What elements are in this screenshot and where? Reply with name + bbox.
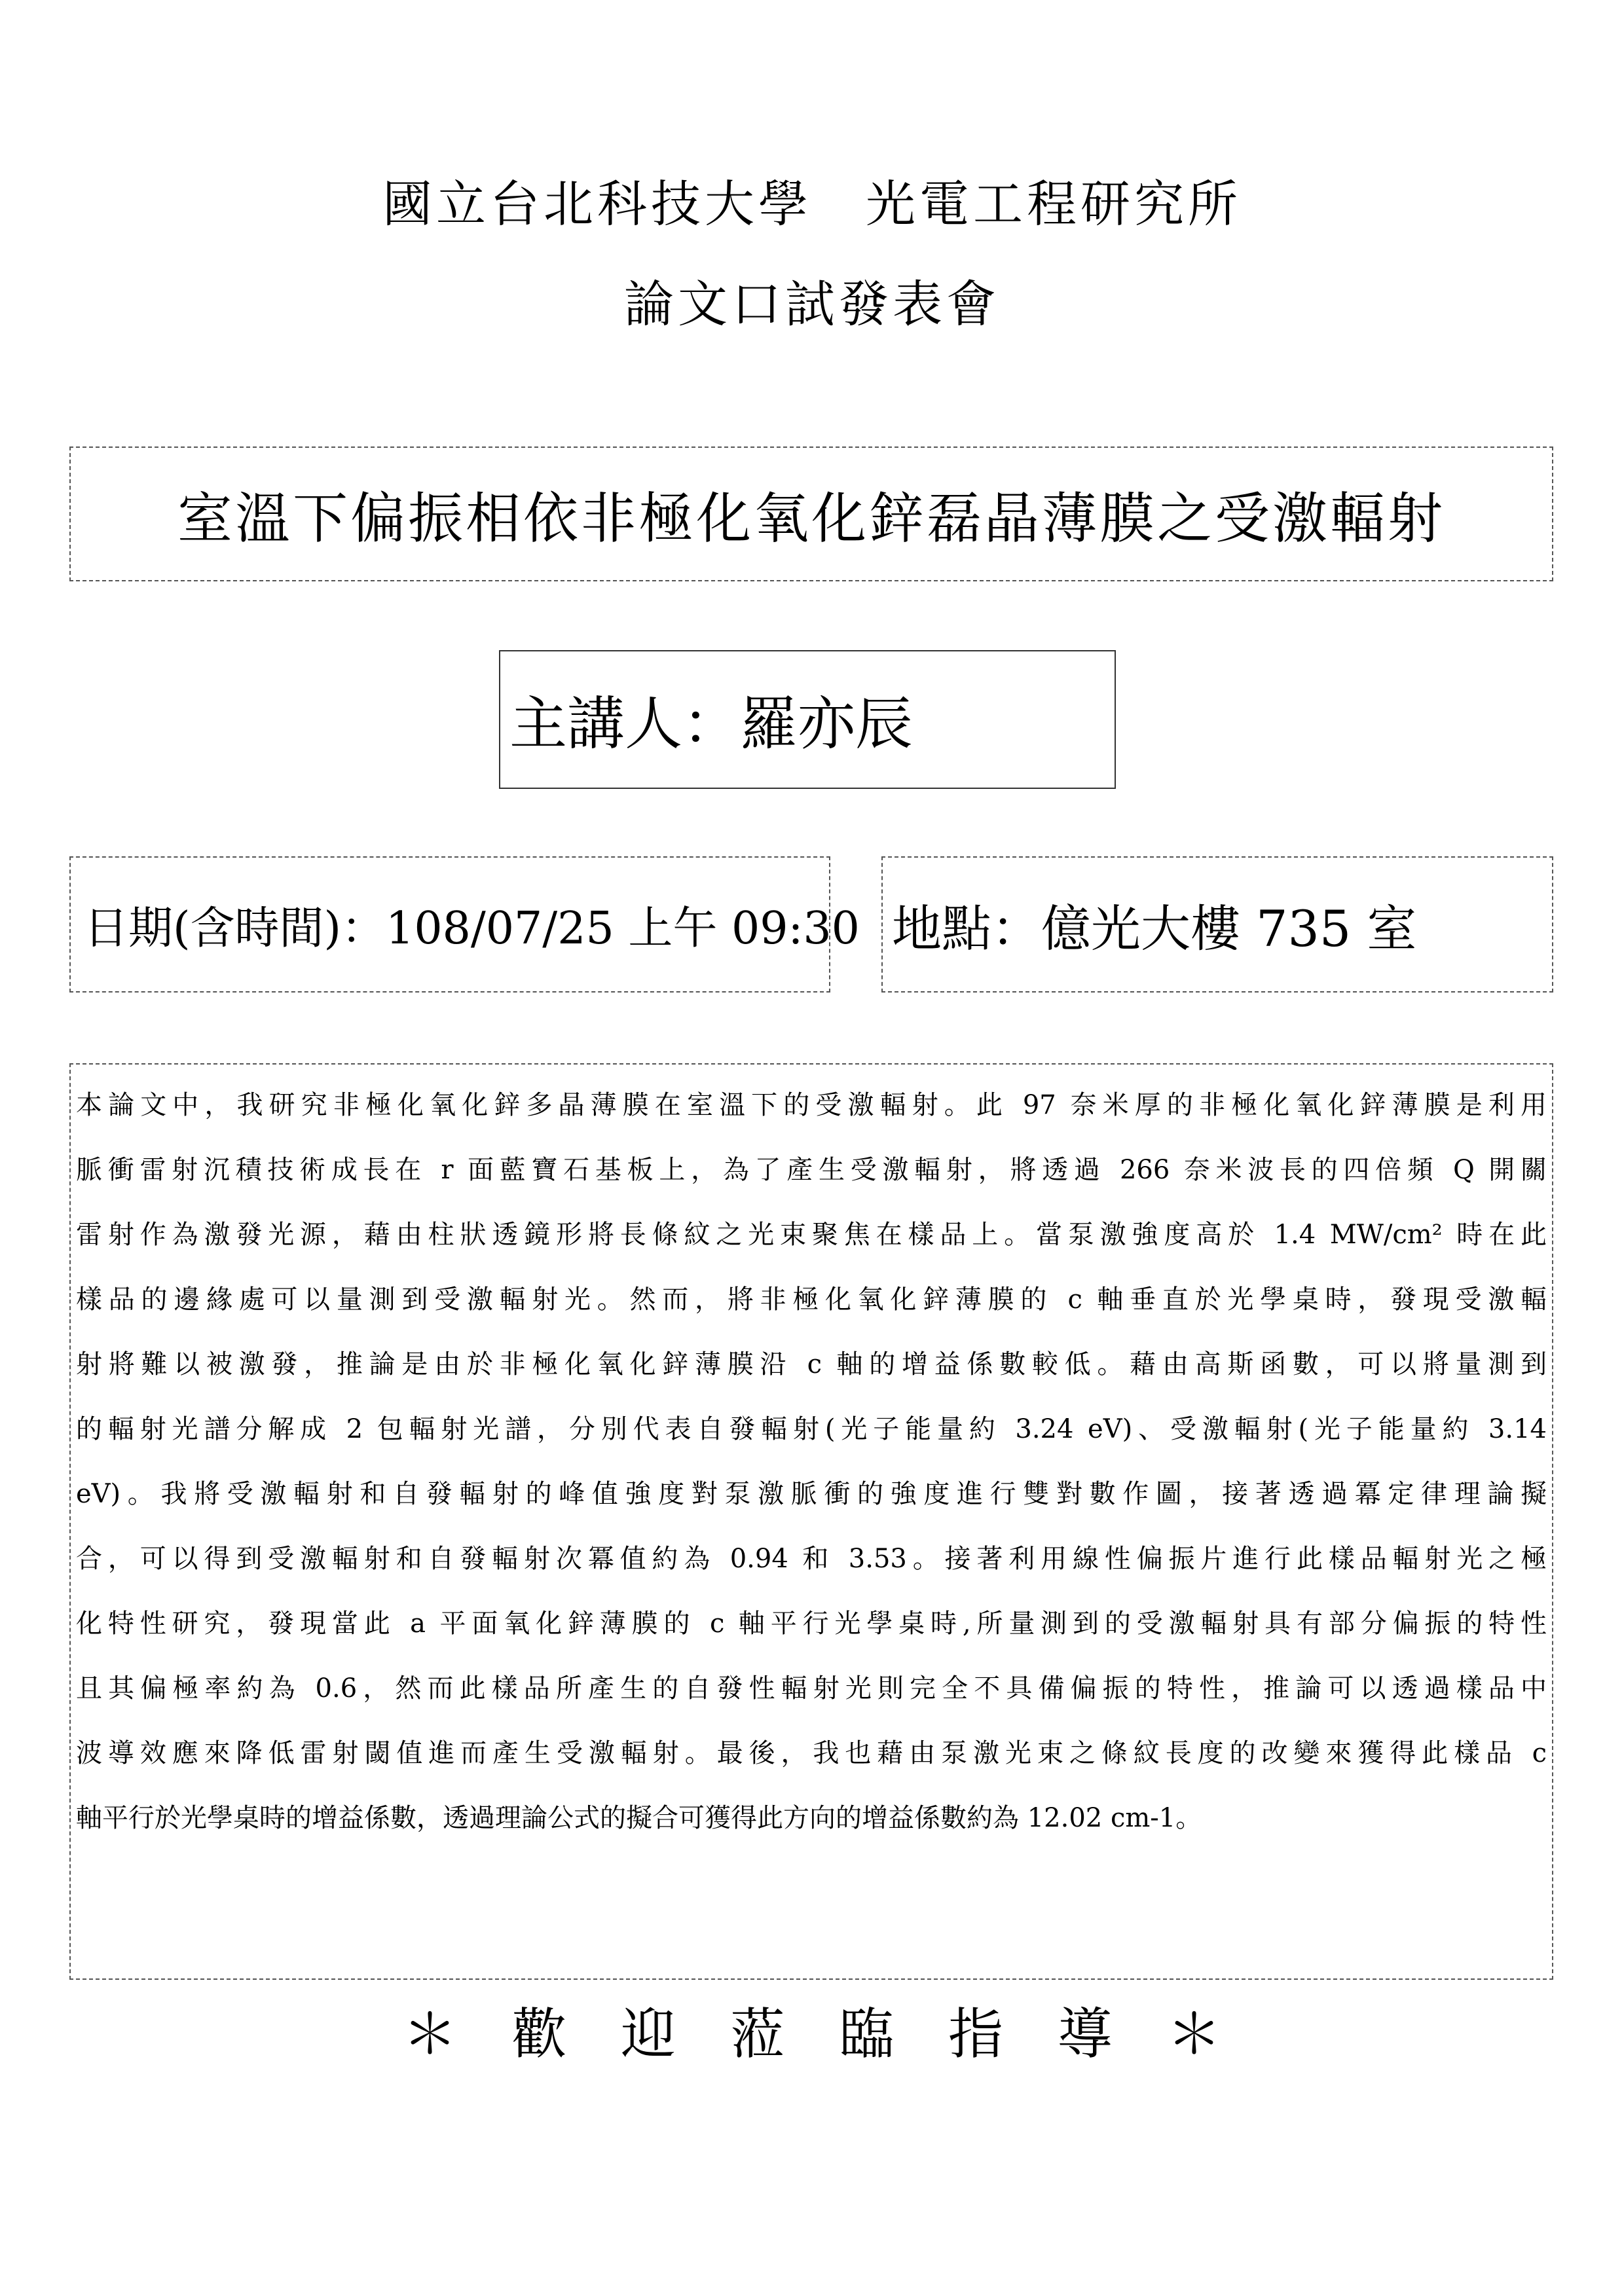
location: 地點：億光大樓 735 室 (892, 899, 1417, 958)
institute-heading: 國立台北科技大學 光電工程研究所 (382, 175, 1242, 233)
abstract-line: 樣品的邊緣處可以量測到受激輻射光。然而，將非極化氧化鋅薄膜的 c 軸垂直於光學桌時，發現受激輻 (76, 1285, 1547, 1315)
thesis-title: 室溫下偏振相依非極化氧化鋅磊晶薄膜之受激輻射 (177, 486, 1445, 551)
abstract-line: 雷射作為激發光源，藉由柱狀透鏡形將長條紋之光束聚焦在樣品上。當泵激強度高於 1.4 MW/cm² 時在此 (76, 1220, 1547, 1250)
location-box (881, 856, 1553, 993)
abstract-line: 且其偏極率約為 0.6，然而此樣品所產生的自發性輻射光則完全不具備偏振的特性，推論可以透過樣品中 (76, 1673, 1547, 1704)
speaker-box (499, 650, 1116, 789)
abstract-line: 的輻射光譜分解成 2 包輻射光譜，分別代表自發輻射(光子能量約 3.24 eV)、受激輻射(光子能量約 3.14 (76, 1414, 1547, 1444)
abstract-line: 射將難以被激發，推論是由於非極化氧化鋅薄膜沿 c 軸的增益係數較低。藉由高斯函數，可以將量測到 (76, 1349, 1547, 1379)
abstract-box (69, 1063, 1553, 1980)
event-heading: 論文口試發表會 (624, 275, 1000, 333)
abstract-line: 本論文中，我研究非極化氧化鋅多晶薄膜在室溫下的受激輻射。此 97 奈米厚的非極化氧化鋅薄膜是利用 (76, 1090, 1547, 1120)
abstract-line: eV)。我將受激輻射和自發輻射的峰值強度對泵激脈衝的強度進行雙對數作圖，接著透過冪定律理論擬 (76, 1479, 1547, 1509)
abstract-line: 脈衝雷射沉積技術成長在 r 面藍寶石基板上，為了產生受激輻射，將透過 266 奈米波長的四倍頻 Q 開關 (76, 1155, 1547, 1185)
abstract-line: 合，可以得到受激輻射和自發輻射次冪值約為 0.94 和 3.53。接著利用線性偏振片進行此樣品輻射光之極 (76, 1544, 1547, 1574)
date-box (69, 856, 860, 993)
thesis-title-box (69, 446, 1553, 581)
abstract-line: 軸平行於光學桌時的增益係數，透過理論公式的擬合可獲得此方向的增益係數約為 12.02 cm-1。 (76, 1803, 1202, 1833)
date-time: 日期(含時間)：108/07/25 上午 09:30 (84, 902, 860, 955)
abstract-line: 波導效應來降低雷射閾值進而產生受激輻射。最後，我也藉由泵激光束之條紋長度的改變來獲得此樣品 c (76, 1738, 1547, 1768)
welcome-message: ＊ 歡 迎 蒞 臨 指 導 ＊ (402, 2002, 1222, 2066)
abstract-line: 化特性研究，發現當此 a 平面氧化鋅薄膜的 c 軸平行光學桌時,所量測到的受激輻射具有部分偏振的特性 (76, 1609, 1547, 1639)
speaker-name: 主講人：羅亦辰 (509, 690, 913, 757)
